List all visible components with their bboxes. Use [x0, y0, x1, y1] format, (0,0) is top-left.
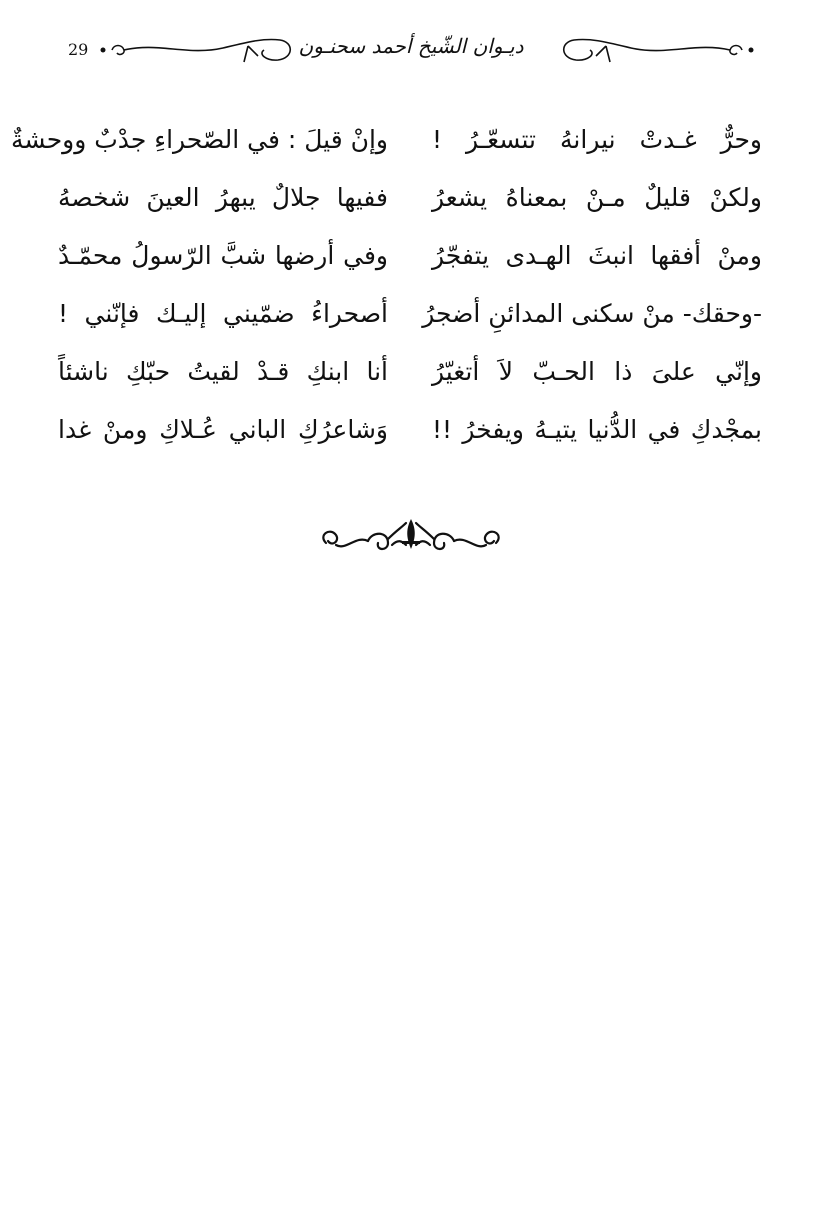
verse-line	[11, 110, 762, 168]
verse-second-hemistich: بمجْدكِ في الدُّنيا يتيـهُ ويفخرُ !!	[432, 414, 762, 444]
poem	[11, 110, 762, 458]
verse-first-hemistich: وإنْ قيلَ : في الصّحراءِ جدْبٌ ووحشةٌ	[11, 124, 388, 154]
verse-first-hemistich: وفي أرضها شبَّ الرّسولُ محمّـدٌ	[58, 240, 388, 270]
page-header	[60, 28, 762, 72]
page-number: 29	[68, 40, 89, 59]
verse-line	[58, 168, 762, 226]
verse-first-hemistich: أنا ابنكِ قـدْ لقيتُ حبّكِ ناشئاً	[58, 356, 388, 386]
verse-first-hemistich: أصحراءُ ضمّيني إليـك فإنّني !	[58, 298, 388, 328]
verse-second-hemistich: ومنْ أفقها انبثَ الهـدى يتفجّرُ	[432, 240, 762, 270]
verse-second-hemistich: وحرٌّ غـدتْ نيرانهُ تتسعّـرُ !	[432, 124, 762, 154]
verse-first-hemistich: وَشاعرُكِ الباني عُـلاكِ ومنْ غدا	[58, 414, 388, 444]
fleuron-divider-icon	[306, 515, 516, 565]
scroll-ornament-right-icon	[556, 30, 756, 70]
verse-line	[58, 284, 762, 342]
verse-first-hemistich: ففيها جلالٌ يبهرُ العينَ شخصهُ	[58, 182, 388, 212]
running-title: ديـوان الشّيخ أحمد سحنـون	[298, 34, 524, 58]
verse-line	[58, 400, 762, 458]
verse-second-hemistich: وإنّي علىَ ذا الحـبّ لاَ أتغيّرُ	[432, 356, 762, 386]
verse-line	[58, 226, 762, 284]
verse-second-hemistich: -وحقك- منْ سكنى المدائنِ أضجرُ	[422, 298, 762, 328]
verse-line	[58, 342, 762, 400]
verse-second-hemistich: ولكنْ قليلٌ مـنْ بمعناهُ يشعرُ	[432, 182, 762, 212]
